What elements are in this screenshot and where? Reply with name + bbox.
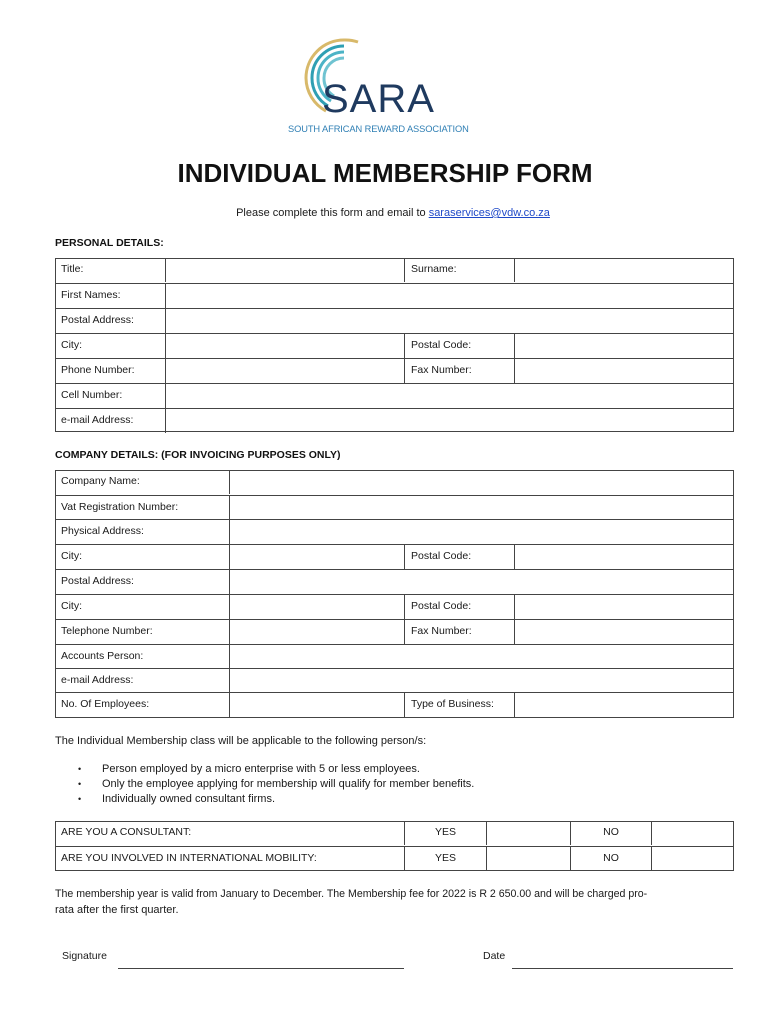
page-title: INDIVIDUAL MEMBERSHIP FORM bbox=[177, 158, 593, 188]
first-names-label: First Names: bbox=[61, 289, 121, 301]
table-row bbox=[55, 519, 734, 543]
cell-number-field[interactable] bbox=[165, 384, 734, 408]
bullet-icon: • bbox=[78, 794, 82, 804]
company-email-field[interactable] bbox=[229, 669, 734, 693]
consultant-question: ARE YOU A CONSULTANT: bbox=[61, 826, 192, 838]
list-item bbox=[78, 792, 474, 807]
email-label: e-mail Address: bbox=[61, 414, 134, 426]
bullet-text: Individually owned consultant firms. bbox=[102, 793, 276, 805]
table-row bbox=[55, 470, 734, 494]
table-row bbox=[55, 544, 734, 568]
list-item bbox=[78, 762, 474, 777]
company-city2-label: City: bbox=[61, 600, 82, 612]
employees-field[interactable] bbox=[229, 693, 404, 717]
list-item bbox=[78, 777, 474, 792]
bullet-text: Person employed by a micro enterprise with 5 or less employees. bbox=[102, 763, 420, 775]
instruction-text: Please complete this form and email to bbox=[236, 207, 426, 219]
company-postal-code2-field[interactable] bbox=[514, 595, 734, 619]
company-name-label: Company Name: bbox=[61, 475, 140, 487]
table-row bbox=[55, 594, 734, 618]
surname-label: Surname: bbox=[404, 258, 514, 282]
personal-details-heading: PERSONAL DETAILS: bbox=[55, 237, 164, 249]
title-label: Title: bbox=[61, 263, 84, 275]
postal-code-label: Postal Code: bbox=[404, 334, 514, 358]
company-postal-address-label: Postal Address: bbox=[61, 575, 134, 587]
title-field[interactable] bbox=[165, 258, 404, 282]
vat-label: Vat Registration Number: bbox=[61, 501, 179, 513]
signature-label: Signature bbox=[62, 950, 107, 962]
vat-field[interactable] bbox=[229, 496, 734, 520]
company-postal-code-field[interactable] bbox=[514, 545, 734, 569]
mobility-question: ARE YOU INVOLVED IN INTERNATIONAL MOBILITY: bbox=[61, 852, 317, 864]
company-postal-code2-label: Postal Code: bbox=[404, 595, 514, 619]
fax-label: Fax Number: bbox=[404, 359, 514, 383]
mobility-yes-label: YES bbox=[404, 847, 486, 871]
bullet-text: Only the employee applying for membership will qualify for member benefits. bbox=[102, 778, 475, 790]
date-label: Date bbox=[483, 950, 506, 962]
physical-address-label: Physical Address: bbox=[61, 525, 144, 537]
table-row bbox=[55, 846, 734, 870]
business-type-label: Type of Business: bbox=[404, 693, 514, 717]
table-row bbox=[55, 333, 734, 357]
fee-note-line-2: rata after the first quarter. bbox=[55, 904, 179, 916]
postal-address-field[interactable] bbox=[165, 309, 734, 333]
physical-address-field[interactable] bbox=[229, 520, 734, 544]
sara-logo bbox=[286, 34, 482, 138]
date-line[interactable] bbox=[512, 968, 733, 969]
membership-intro: The Individual Membership class will be applicable to the following person/s: bbox=[55, 735, 427, 747]
mobility-yes-box[interactable] bbox=[486, 847, 570, 871]
accounts-person-label: Accounts Person: bbox=[61, 650, 144, 662]
signature-line[interactable] bbox=[118, 968, 404, 969]
bullet-icon: • bbox=[78, 779, 82, 789]
bullet-icon: • bbox=[78, 764, 82, 774]
company-details-heading: COMPANY DETAILS: (FOR INVOICING PURPOSES ONLY) bbox=[55, 449, 341, 461]
cell-number-label: Cell Number: bbox=[61, 389, 123, 401]
instruction bbox=[0, 207, 770, 219]
company-fax-field[interactable] bbox=[514, 620, 734, 644]
company-postal-address-field[interactable] bbox=[229, 570, 734, 594]
email-link[interactable]: saraservices@vdw.co.za bbox=[428, 207, 550, 219]
table-row bbox=[55, 358, 734, 382]
table-row bbox=[55, 821, 734, 845]
email-field[interactable] bbox=[165, 409, 734, 433]
fax-field[interactable] bbox=[514, 359, 734, 383]
table-row bbox=[55, 408, 734, 432]
accounts-person-field[interactable] bbox=[229, 645, 734, 669]
logo-tagline: SOUTH AFRICAN REWARD ASSOCIATION bbox=[288, 124, 469, 134]
mobility-no-box[interactable] bbox=[651, 847, 734, 871]
postal-code-field[interactable] bbox=[514, 334, 734, 358]
fee-note bbox=[55, 886, 735, 918]
city-field[interactable] bbox=[165, 334, 404, 358]
first-names-field[interactable] bbox=[165, 284, 734, 308]
table-row bbox=[55, 692, 734, 716]
logo-wordmark: SARA bbox=[322, 77, 435, 121]
business-type-field[interactable] bbox=[514, 693, 734, 717]
table-row bbox=[55, 283, 734, 307]
table-row bbox=[55, 383, 734, 407]
mobility-no-label: NO bbox=[570, 847, 651, 871]
membership-bullet-list bbox=[78, 762, 474, 807]
employees-label: No. Of Employees: bbox=[61, 698, 150, 710]
city-label: City: bbox=[61, 339, 82, 351]
phone-label: Phone Number: bbox=[61, 364, 135, 376]
fee-note-line-1: The membership year is valid from January to December. The Membership fee for 2022 is R 2 650.00 and will be charged pro- bbox=[55, 888, 648, 900]
table-row bbox=[55, 644, 734, 668]
consultant-yes-label: YES bbox=[404, 821, 486, 845]
table-row bbox=[55, 668, 734, 692]
table-row bbox=[55, 258, 734, 282]
company-city2-field[interactable] bbox=[229, 595, 404, 619]
consultant-no-label: NO bbox=[570, 821, 651, 845]
table-row bbox=[55, 308, 734, 332]
phone-field[interactable] bbox=[165, 359, 404, 383]
table-row bbox=[55, 569, 734, 593]
postal-address-label: Postal Address: bbox=[61, 314, 134, 326]
company-name-field[interactable] bbox=[229, 470, 734, 494]
surname-field[interactable] bbox=[514, 258, 734, 282]
company-city-field[interactable] bbox=[229, 545, 404, 569]
company-email-label: e-mail Address: bbox=[61, 674, 134, 686]
table-row bbox=[55, 495, 734, 519]
company-fax-label: Fax Number: bbox=[404, 620, 514, 644]
telephone-label: Telephone Number: bbox=[61, 625, 153, 637]
consultant-yes-box[interactable] bbox=[486, 821, 570, 845]
consultant-no-box[interactable] bbox=[651, 821, 734, 845]
company-postal-code-label: Postal Code: bbox=[404, 545, 514, 569]
company-city-label: City: bbox=[61, 550, 82, 562]
table-row bbox=[55, 619, 734, 643]
telephone-field[interactable] bbox=[229, 620, 404, 644]
